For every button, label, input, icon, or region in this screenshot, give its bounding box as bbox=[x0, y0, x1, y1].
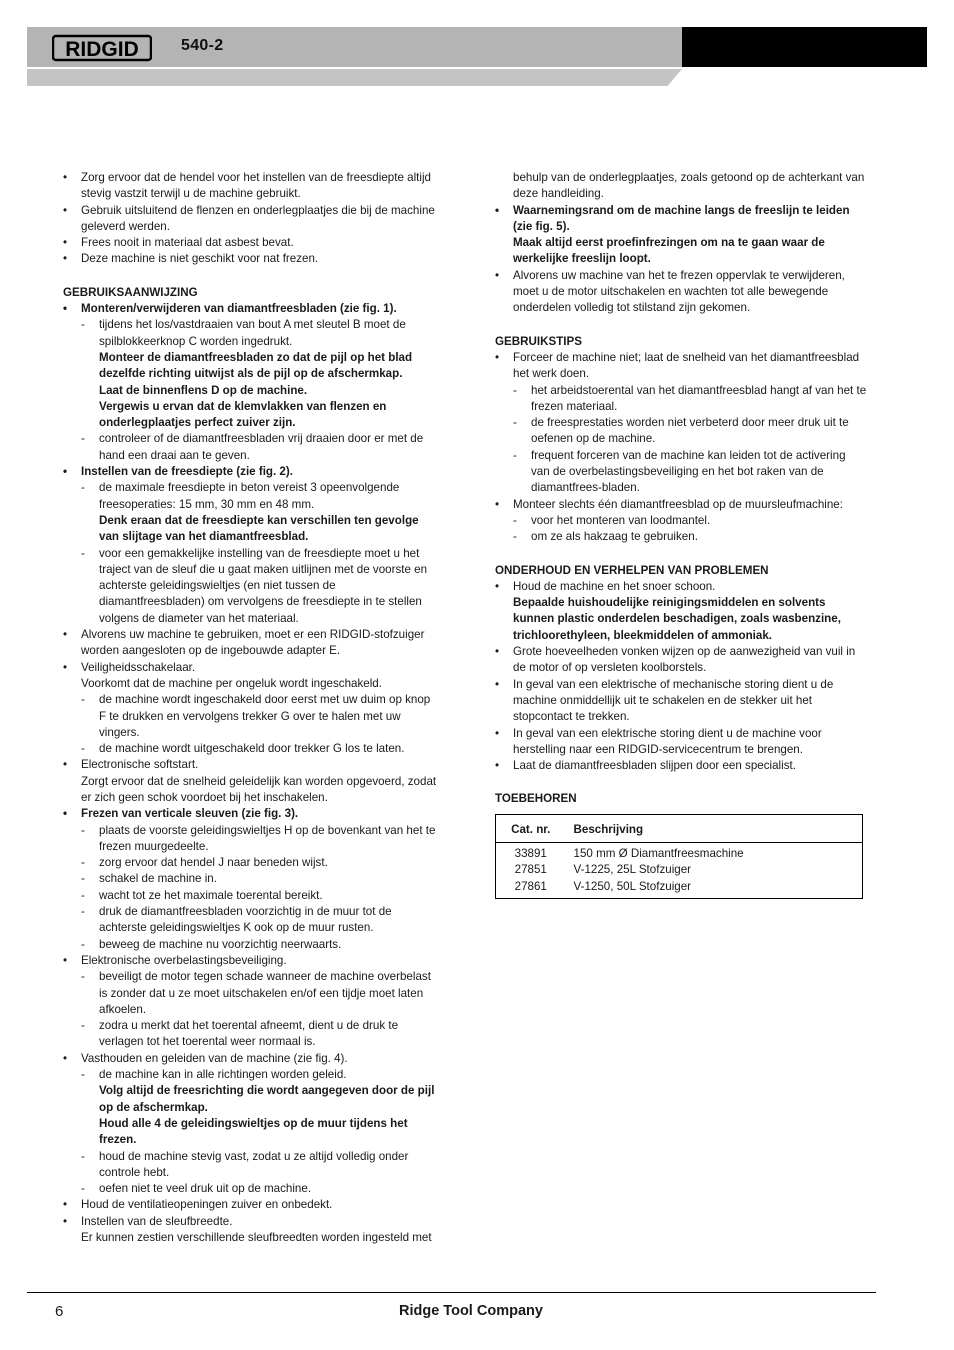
logo-text: RIDGID bbox=[65, 38, 139, 61]
warning-text: Bepaalde huishoudelijke reinigingsmiddelen en solvents kunnen plastic onderdelen beschadigen, zoals wasbenzine, trichloorethyleen, bleekmiddelen of ammoniak. bbox=[513, 596, 841, 642]
list-item: • Forceer de machine niet; laat de snelheid van het diamantfreesblad het werk doen. bbox=[495, 350, 867, 383]
section-heading: ONDERHOUD EN VERHELPEN VAN PROBLEMEN bbox=[495, 563, 769, 577]
list-item: • Zorg ervoor dat de hendel voor het instellen van de freesdiepte altijd stevig vastzit terwijl u de machine gebruikt. bbox=[63, 170, 438, 203]
table-cell: V-1250, 50L Stofzuiger bbox=[573, 879, 692, 893]
sub-item: - frequent forceren van de machine kan leiden tot de activering van de overbelastingsbeveiliging en het bot raken van de diamantfrees-bladen. bbox=[513, 448, 867, 497]
table-cell: V-1225, 25L Stofzuiger bbox=[573, 863, 692, 877]
table-row bbox=[496, 842, 863, 862]
sub-item: - de machine kan in alle richtingen worden geleid. bbox=[81, 1067, 438, 1083]
sub-item: - schakel de machine in. bbox=[81, 871, 438, 887]
section-heading: GEBRUIKSTIPS bbox=[495, 334, 582, 348]
left-column bbox=[63, 170, 438, 1246]
sub-item: - plaats de voorste geleidingswieltjes H op de bovenkant van het te frezen muurgedeelte. bbox=[81, 823, 438, 856]
sub-item: - de maximale freesdiepte in beton vereist 3 opeenvolgende freesoperaties: 15 mm, 30 mm en 48 mm. bbox=[81, 480, 438, 513]
list-item: • Grote hoeveelheden vonken wijzen op de aanwezigheid van vuil in de motor of op versleten koolborstels. bbox=[495, 644, 867, 677]
list-item: • Frees nooit in materiaal dat asbest bevat. bbox=[63, 235, 438, 251]
accessories-table bbox=[495, 814, 863, 900]
sub-item: - voor het monteren van loodmantel. bbox=[513, 513, 867, 529]
list-item: • Veiligheidsschakelaar. bbox=[63, 660, 438, 676]
list-item: • Deze machine is niet geschikt voor nat frezen. bbox=[63, 251, 438, 267]
list-item: • Instellen van de freesdiepte (zie fig. 2). bbox=[63, 464, 438, 480]
warning-text: Denk eraan dat de freesdiepte kan verschillen ten gevolge van slijtage van het diamantfreesblad. bbox=[99, 513, 419, 544]
header-sub-strip bbox=[27, 69, 682, 86]
sub-item: - tijdens het los/vastdraaien van bout A met sleutel B moet de spilblokkeerknop C worden ingedrukt. bbox=[81, 317, 438, 350]
sub-item: - voor een gemakkelijke instelling van de freesdiepte moet u het traject van de sleuf die u gaat maken uitlijnen met de voorste en achterste geleidingswieltjes (en niet tussen de diamantfreesbladen) om vervolgens de freesdiepte in te stellen volgens de diameter van het materiaal. bbox=[81, 546, 438, 627]
sub-item: - druk de diamantfreesbladen voorzichtig in de muur tot de achterste geleidingswieltjes K ook op de muur rusten. bbox=[81, 904, 438, 937]
list-item: • Houd de ventilatieopeningen zuiver en onbedekt. bbox=[63, 1197, 438, 1213]
list-item: • In geval van een elektrische of mechanische storing dient u de machine onmiddellijk uit te schakelen en de stekker uit het stopcontact te trekken. bbox=[495, 677, 867, 726]
footer-rule bbox=[27, 1292, 876, 1293]
sub-item: - beweeg de machine nu voorzichtig neerwaarts. bbox=[81, 937, 438, 953]
right-column bbox=[495, 170, 867, 899]
list-item: • Houd de machine en het snoer schoon. bbox=[495, 579, 867, 595]
item-text: behulp van de onderlegplaatjes, zoals getoond op de achterkant van deze handleiding. bbox=[513, 171, 865, 201]
table-cell: 27861 bbox=[514, 879, 547, 893]
company-name: Ridge Tool Company bbox=[399, 1303, 543, 1319]
warning-text: Vergewis u ervan dat de klemvlakken van flenzen en onderlegplaatjes perfect zuiver zijn. bbox=[99, 399, 387, 430]
table-cell: 27851 bbox=[514, 863, 547, 877]
warning-text: Houd alle 4 de geleidingswieltjes op de muur tijdens het frezen. bbox=[99, 1116, 408, 1147]
warning-text: Maak altijd eerst proefinfrezingen om na te gaan waar de werkelijke freeslijn loopt. bbox=[513, 236, 825, 266]
sub-item: - oefen niet te veel druk uit op de machine. bbox=[81, 1181, 438, 1197]
sub-item: - de freesprestaties worden niet verbeterd door meer druk uit te oefenen op de machine. bbox=[513, 415, 867, 448]
table-header: Cat. nr. bbox=[496, 814, 566, 842]
sub-item: - de machine wordt uitgeschakeld door trekker G los te laten. bbox=[81, 741, 438, 757]
table-row bbox=[496, 862, 863, 879]
list-item: • Frezen van verticale sleuven (zie fig. 3). bbox=[63, 806, 438, 822]
list-item: • Instellen van de sleufbreedte. bbox=[63, 1214, 438, 1230]
sub-item: - zodra u merkt dat het toerental afneemt, dient u de druk te verlagen tot het toerental weer normaal is. bbox=[81, 1018, 438, 1051]
list-item: • Laat de diamantfreesbladen slijpen door een specialist. bbox=[495, 758, 867, 774]
item-text: Voorkomt dat de machine per ongeluk wordt ingeschakeld. bbox=[81, 676, 382, 690]
list-item: • Alvorens uw machine te gebruiken, moet er een RIDGID-stofzuiger worden aangesloten op de ingebouwde adapter E. bbox=[63, 627, 438, 660]
table-cell: 150 mm Ø Diamantfreesmachine bbox=[573, 846, 744, 860]
table-header: Beschrijving bbox=[566, 814, 863, 842]
table-cell: 33891 bbox=[514, 846, 547, 860]
warning-text: Laat de binnenflens D op de machine. bbox=[99, 383, 308, 397]
list-item: • Waarnemingsrand om de machine langs de freeslijn te leiden (zie fig. 5). bbox=[495, 203, 867, 236]
warning-text: Volg altijd de freesrichting die wordt aangegeven door de pijl op de afschermkap. bbox=[99, 1084, 435, 1114]
section-heading: TOEBEHOREN bbox=[495, 792, 577, 806]
ridgid-logo bbox=[52, 33, 152, 63]
model-number: 540-2 bbox=[181, 37, 224, 54]
item-text: Zorgt ervoor dat de snelheid geleidelijk kan worden opgevoerd, zodat er zich geen schok voordoet bij het inschakelen. bbox=[81, 774, 437, 804]
page-number: 6 bbox=[55, 1303, 64, 1320]
section-heading: GEBRUIKSAANWIJZING bbox=[63, 285, 198, 299]
sub-item: - controleer of de diamantfreesbladen vrij draaien door er met de hand een draai aan te geven. bbox=[81, 431, 438, 464]
sub-item: - het arbeidstoerental van het diamantfreesblad hangt af van het te frezen materiaal. bbox=[513, 383, 867, 416]
list-item: • Gebruik uitsluitend de flenzen en onderlegplaatjes die bij de machine geleverd werden. bbox=[63, 203, 438, 236]
sub-item: - houd de machine stevig vast, zodat u ze altijd volledig onder controle hebt. bbox=[81, 1149, 438, 1182]
item-text: Er kunnen zestien verschillende sleufbreedten worden ingesteld met bbox=[81, 1231, 432, 1244]
sub-item: - beveiligt de motor tegen schade wanneer de machine overbelast is zonder dat u ze moet uitschakelen en/of een tijdje moet laten afkoelen. bbox=[81, 969, 438, 1018]
sub-item: - wacht tot ze het maximale toerental bereikt. bbox=[81, 888, 438, 904]
header-black-block bbox=[682, 27, 927, 67]
sub-item: - de machine wordt ingeschakeld door eerst met uw duim op knop F te drukken en vervolgens trekker G over te halen met uw vingers. bbox=[81, 692, 438, 741]
sub-item: - zorg ervoor dat hendel J naar beneden wijst. bbox=[81, 855, 438, 871]
table-row bbox=[496, 879, 863, 899]
list-item: • Monteren/verwijderen van diamantfreesbladen (zie fig. 1). bbox=[63, 301, 438, 317]
list-item: • Elektronische overbelastingsbeveiliging. bbox=[63, 953, 438, 969]
list-item: • In geval van een elektrische storing dient u de machine voor herstelling naar een RIDGID-servicecentrum te brengen. bbox=[495, 726, 867, 759]
sub-item: - om ze als hakzaag te gebruiken. bbox=[513, 529, 867, 545]
list-item: • Vasthouden en geleiden van de machine (zie fig. 4). bbox=[63, 1051, 438, 1067]
list-item: • Monteer slechts één diamantfreesblad op de muursleufmachine: bbox=[495, 497, 867, 513]
list-item: • Alvorens uw machine van het te frezen oppervlak te verwijderen, moet u de motor uitschakelen en wachten tot alle bewegende onderdelen volledig tot stilstand zijn gekomen. bbox=[495, 268, 867, 317]
warning-text: Monteer de diamantfreesbladen zo dat de pijl op het blad dezelfde richting uitwijst als de pijl op de afschermkap. bbox=[99, 350, 413, 381]
list-item: • Electronische softstart. bbox=[63, 757, 438, 773]
